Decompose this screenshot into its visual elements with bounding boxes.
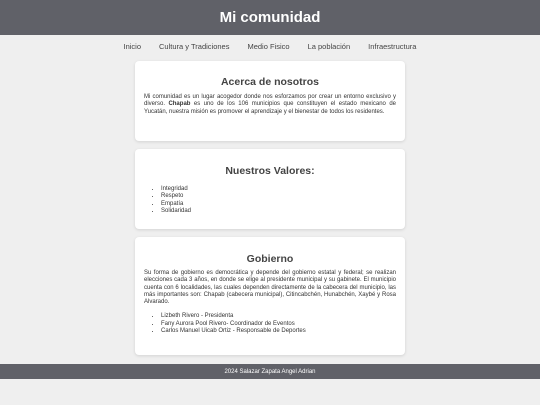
value-item: • Integridad: [161, 186, 396, 193]
site-header: [0, 0, 540, 35]
nav-link-poblacion[interactable]: La población: [307, 42, 351, 51]
about-title: Acerca de nosotros: [220, 76, 320, 88]
value-item: • Respeto: [161, 193, 396, 200]
values-card: [135, 149, 405, 229]
nav-link-infraestructura[interactable]: Infraestructura: [368, 42, 417, 51]
about-card: [135, 61, 405, 141]
government-text: Su forma de gobierno es democrática y depende del gobierno estatal y federal; se realizan elecciones cada 3 años, en donde se elige al presidente municipal y su gabinete. El municipio cuenta con 6 localidades, las cuales dependen directamente de la cabecera del municipio, las más importantes son: Chapab (cabecera municipal), Citincabchén, Hunabchén, Xaybé y Rosa Alvarado.: [144, 270, 396, 306]
government-card: [135, 237, 405, 355]
site-footer: [0, 364, 540, 379]
values-title: Nuestros Valores:: [225, 165, 315, 177]
main-nav: [0, 40, 540, 56]
footer-text: 2024 Salazar Zapata Angel Adrian: [224, 368, 316, 375]
member-item: • Lizbeth Rivero - Presidenta: [161, 313, 396, 320]
member-item: • Fany Aurora Pool Rivero- Coordinador de Eventos: [161, 321, 396, 328]
value-item: • Empatía: [161, 201, 396, 208]
value-item: • Solidaridad: [161, 208, 396, 215]
nav-link-inicio[interactable]: Inicio: [123, 42, 142, 51]
about-text-start: Mi comunidad es un lugar acogedor donde nos esforzamos por crear un entorno exclusivo y diverso.: [144, 94, 396, 108]
government-title: Gobierno: [246, 253, 294, 265]
nav-link-cultura[interactable]: Cultura y Tradiciones: [159, 42, 230, 51]
about-text: [144, 94, 396, 116]
site-title: Mi comunidad: [219, 9, 321, 26]
about-text-end: es uno de los 106 municipios que constituyen el estado mexicano de Yucatán, nuestra misión es promover el aprendizaje y el bienestar de todos los residentes.: [144, 101, 396, 115]
member-item: • Carlos Manuel Uicab Ortiz - Responsable de Deportes: [161, 328, 396, 335]
values-list: [144, 186, 396, 215]
government-members-list: [144, 313, 396, 335]
nav-link-medio-fisico[interactable]: Medio Fisico: [247, 42, 290, 51]
about-text-bold: Chapab: [168, 101, 191, 108]
